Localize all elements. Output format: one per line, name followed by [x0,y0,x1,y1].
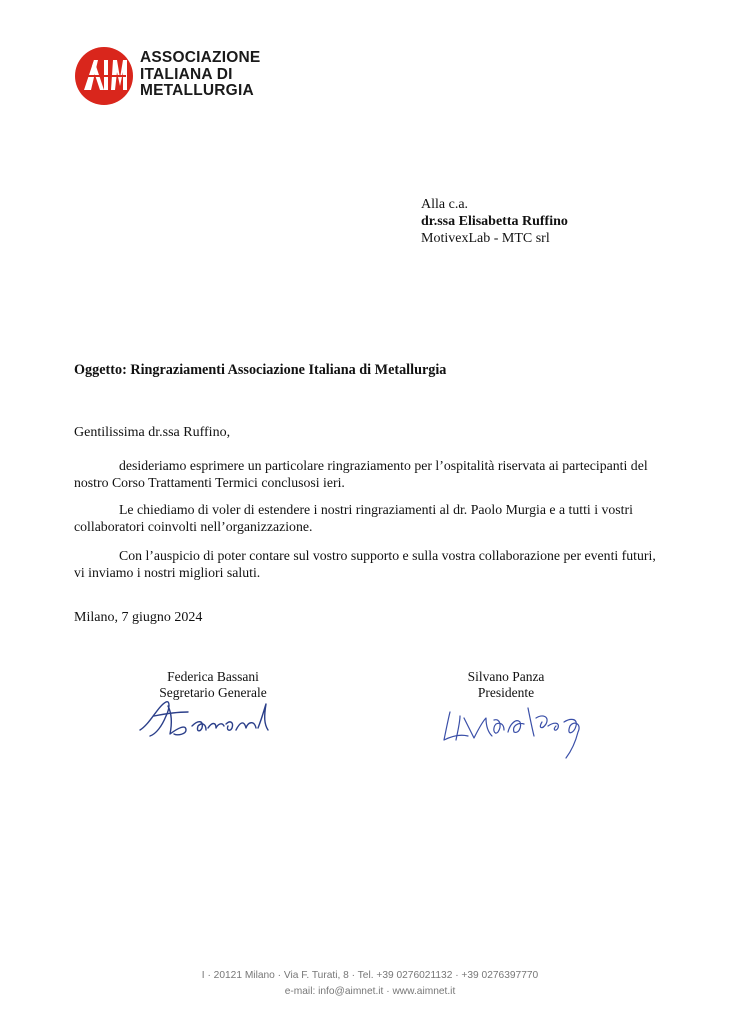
letter-subject: Oggetto: Ringraziamenti Associazione Italiana di Metallurgia [74,362,447,378]
signatory-role: Segretario Generale [159,684,267,700]
letter-footer [0,968,740,999]
recipient-name: dr.ssa Elisabetta Ruffino [421,214,568,229]
handwritten-signature-right [438,696,594,762]
recipient-company: MotivexLab - MTC srl [421,231,550,246]
organization-name [140,50,260,100]
signatory-name: Federica Bassani [167,669,259,684]
recipient-block [421,196,568,247]
org-name-line-2: ITALIANA DI [140,65,233,83]
signatory-name: Silvano Panza [467,669,545,684]
org-name-line-3: METALLURGIA [140,82,254,99]
salutation: Gentilissima dr.ssa Ruffino, [74,425,231,440]
paragraph-text: Le chiediamo di voler di estendere i nostri ringraziamenti al dr. Paolo Murgia e a tutti i vostri collaboratori coinvolti nell’organizzazione. [74,502,633,534]
paragraph-text: Con l’auspicio di poter contare sul vostro supporto e sulla vostra collaborazione per eventi futuri, vi inviamo i nostri migliori saluti. [74,548,656,580]
handwritten-signature-left [136,694,276,744]
footer-contacts: e-mail: info@aimnet.it · www.aimnet.it [284,985,456,997]
body-paragraph [74,457,666,491]
paragraph-text: desideriamo esprimere un particolare ringraziamento per l’ospitalità riservata ai partecipanti del nostro Corso Trattamenti Termici conclusosi ieri. [74,458,648,490]
body-paragraph [74,547,666,581]
letter-date: Milano, 7 giugno 2024 [74,610,203,625]
signatory-role: Presidente [477,684,535,700]
recipient-attention: Alla c.a. [421,197,469,212]
footer-address: I · 20121 Milano · Via F. Turati, 8 · Tel. +39 0276021132 · +39 0276397770 [201,970,539,981]
body-paragraph [74,501,666,535]
aim-logo-icon [74,46,134,106]
org-name-line-1: ASSOCIAZIONE [140,49,261,66]
